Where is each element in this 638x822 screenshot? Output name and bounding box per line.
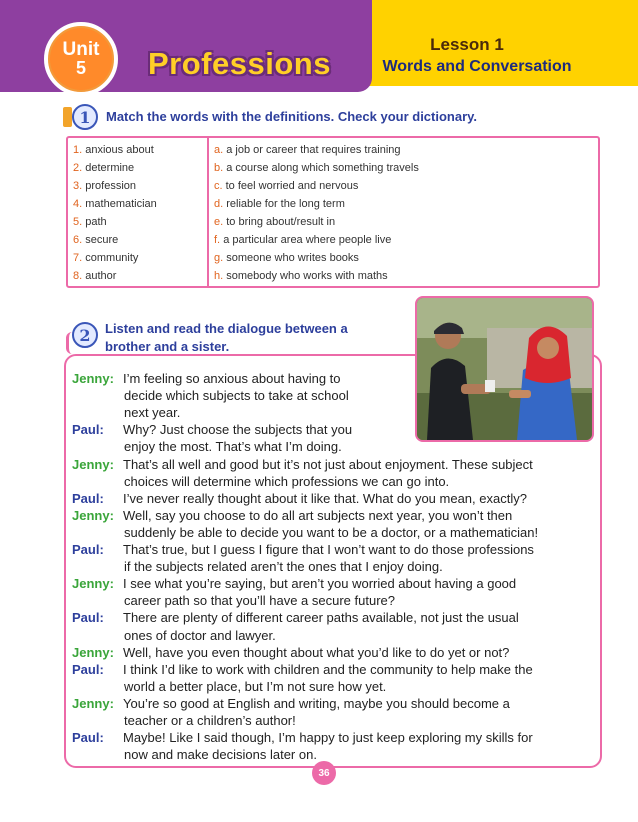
word-number: 7. [73, 252, 83, 264]
dialogue-line: career path so that you’ll have a secure future? [124, 593, 395, 609]
word-text: profession [85, 180, 137, 192]
word-item [73, 234, 118, 246]
dialogue-line: Maybe! Like I said though, I’m happy to just keep exploring my skills for [123, 730, 533, 746]
dialogue-line: You’re so good at English and writing, maybe you should become a [123, 695, 510, 711]
speaker-name: Jenny: [72, 371, 114, 386]
matching-table-divider [207, 137, 209, 287]
word-number: 1. [73, 144, 83, 156]
dialogue-line: teacher or a children’s author! [124, 713, 296, 728]
dialogue-line: world a better place, but I’m not sure how yet. [124, 678, 387, 694]
lesson-subtitle: Words and Conversation [382, 58, 572, 75]
dialogue-line: There are plenty of different career paths available, not just the usual [123, 610, 519, 626]
page-number: 36 [312, 761, 336, 785]
dialogue-line: I think I’d like to work with children and the community to help make the [123, 661, 533, 677]
dialogue-line: decide which subjects to take at school [124, 388, 349, 404]
dialogue-line: Well, say you choose to do all art subjects next year, you won’t then [123, 507, 513, 523]
definition-item [214, 144, 401, 156]
dialogue-line: Well, have you even thought about what you’d like to do yet or not? [123, 644, 510, 660]
dialogue-line: I’m feeling so anxious about having to [123, 371, 341, 386]
definition-letter: h. [214, 270, 224, 282]
speaker-name: Paul: [72, 422, 104, 438]
word-item [73, 198, 157, 210]
word-text: secure [85, 234, 119, 246]
section-1-instruction: Match the words with the definitions. Check your dictionary. [106, 109, 478, 124]
word-number: 2. [73, 162, 83, 174]
dialogue-line: now and make decisions later on. [124, 747, 317, 763]
speaker-name: Jenny: [72, 695, 114, 711]
definition-text: someone who writes books [226, 252, 359, 264]
photo-illustration [417, 298, 592, 440]
word-item [73, 270, 116, 282]
section-2-number-icon: 2 [72, 322, 98, 348]
lesson-label: Lesson 1 [430, 35, 504, 54]
definition-letter: f. [214, 234, 221, 246]
word-item [73, 216, 107, 228]
definition-letter: g. [214, 252, 224, 264]
word-number: 8. [73, 270, 83, 282]
unit-badge [44, 22, 118, 96]
unit-word: Unit [62, 39, 100, 60]
definition-item [214, 234, 391, 246]
definition-letter: d. [214, 198, 224, 210]
dialogue-line: That’s true, but I guess I figure that I won’t want to do those professions [123, 542, 534, 557]
definition-text: to bring about/result in [226, 216, 336, 228]
definition-item [214, 216, 335, 228]
definition-text: a particular area where people live [223, 234, 392, 246]
page-title: Professions [148, 46, 331, 81]
headphones-icon [66, 332, 77, 354]
speaker-name: Paul: [72, 610, 104, 626]
definition-letter: c. [214, 180, 223, 192]
definition-item [214, 252, 359, 264]
dialogue-line: Why? Just choose the subjects that you [123, 422, 353, 438]
speaker-name: Jenny: [72, 507, 114, 523]
speaker-name: Paul: [72, 730, 104, 746]
definition-item [214, 180, 358, 192]
word-number: 6. [73, 234, 83, 246]
definition-letter: a. [214, 144, 224, 156]
definition-text: a job or career that requires training [226, 144, 401, 156]
word-text: author [85, 270, 117, 282]
speaker-name: Jenny: [72, 576, 114, 592]
word-text: path [85, 216, 107, 228]
speaker-name: Jenny: [72, 456, 114, 472]
definition-letter: b. [214, 162, 224, 174]
dialogue-line: ones of doctor and lawyer. [124, 627, 276, 643]
word-item [73, 144, 154, 156]
definition-text: a course along which something travels [226, 162, 419, 174]
word-text: anxious about [85, 144, 154, 156]
definition-text: reliable for the long term [226, 198, 345, 210]
word-item [73, 252, 138, 264]
dialogue-line: enjoy the most. That’s what I’m doing. [124, 439, 342, 455]
photo-brother-and-sister [415, 296, 594, 442]
word-number: 3. [73, 180, 83, 192]
definition-letter: e. [214, 216, 224, 228]
section-1-number-icon: 1 [72, 104, 98, 130]
definition-item [214, 198, 345, 210]
word-number: 5. [73, 216, 83, 228]
section-2-instruction-line-2: brother and a sister. [105, 339, 230, 354]
speaker-name: Jenny: [72, 644, 114, 660]
speaker-name: Paul: [72, 661, 104, 677]
word-text: mathematician [85, 198, 157, 210]
dialogue-line: choices will determine which professions we can go into. [124, 473, 450, 489]
word-item [73, 162, 134, 174]
speaker-name: Paul: [72, 490, 104, 506]
definition-item [214, 270, 388, 282]
word-text: determine [85, 162, 135, 174]
word-number: 4. [73, 198, 83, 210]
speaker-name: Paul: [72, 542, 104, 557]
unit-number: 5 [75, 58, 86, 78]
matching-table [66, 136, 600, 288]
word-item [73, 180, 136, 192]
dialogue-line: That’s all well and good but it’s not just about enjoyment. These subject [123, 456, 533, 472]
definition-text: somebody who works with maths [226, 270, 388, 282]
dialogue-line: I’ve never really thought about it like that. What do you mean, exactly? [123, 490, 527, 506]
dialogue-line: suddenly be able to decide you want to be a doctor, or a mathematician! [124, 524, 539, 540]
dialogue-line: I see what you’re saying, but aren’t you worried about having a good [123, 576, 517, 592]
section-2-instruction-line-1: Listen and read the dialogue between a [105, 321, 348, 336]
pencil-icon [63, 107, 72, 127]
word-text: community [85, 252, 139, 264]
definition-item [214, 162, 419, 174]
dialogue-line: next year. [124, 405, 181, 421]
definition-text: to feel worried and nervous [225, 180, 359, 192]
dialogue-line: if the subjects related aren’t the ones that I enjoy doing. [124, 559, 443, 575]
